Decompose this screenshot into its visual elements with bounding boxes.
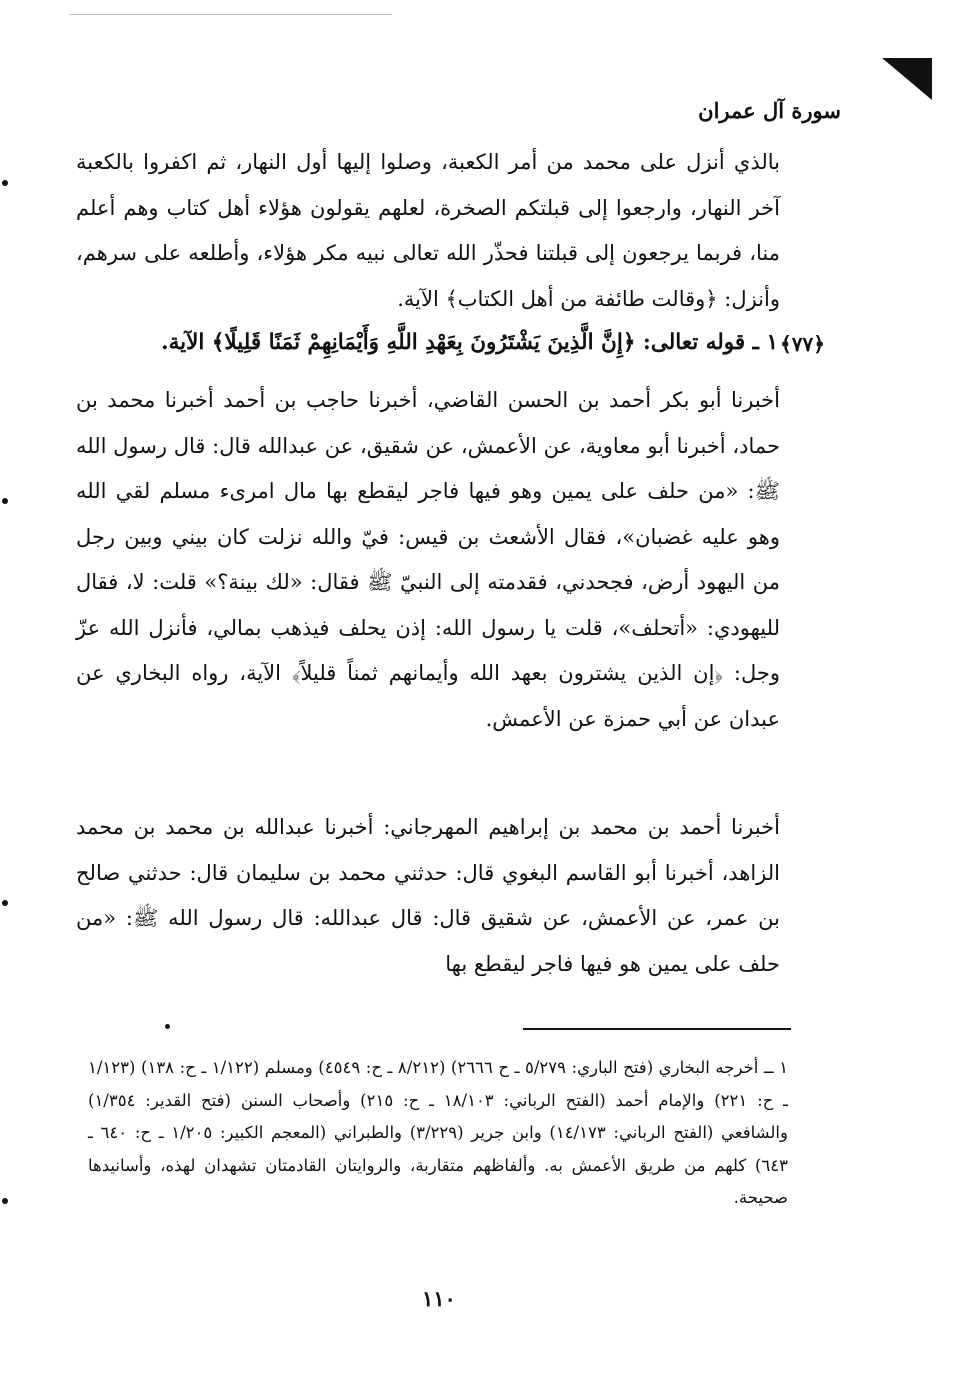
paragraph-2-text: أخبرنا أبو بكر أحمد بن الحسن القاضي، أخبرنا حاجب بن أحمد أخبرنا محمد بن حماد، أخبرنا أبو معاوية، عن الأعمش، عن شقيق، عن عبدالله قال: قال رسول الله ﷺ: «من حلف على يمين وهو فيها فاجر ليقطع بها مال امرىء مسلم لقي الله وهو عليه غضبان»، فقال الأشعث بن قيس: فيّ والله نزلت كان بيني وبين رجل من اليهود أرض، فجحدني، فقدمته إلى النبيّ ﷺ فقال: «لك بينة؟» قلت: لا، فقال لليهودي: «أتحلف»، قلت يا رسول الله: إذن يحلف فيذهب بمالي، فأنزل الله عزّ وجل: ﴿إن الذين يشترون بعهد الله وأيمانهم ثمناً قليلاً﴾ الآية، رواه البخاري عن عبدان عن أبي حمزة عن الأعمش. bbox=[76, 388, 780, 731]
scan-dot bbox=[2, 900, 8, 906]
footnote bbox=[88, 1052, 788, 1215]
scan-dot bbox=[2, 180, 8, 186]
top-scan-line bbox=[70, 14, 392, 15]
scan-dot bbox=[165, 1024, 170, 1029]
running-header-surah-title: سورة آل عمران bbox=[698, 98, 841, 123]
page-number: ١١٠ bbox=[422, 1286, 456, 1311]
paragraph-2 bbox=[76, 378, 780, 742]
footnote-separator bbox=[523, 1028, 791, 1030]
paragraph-1-text: بالذي أنزل على محمد من أمر الكعبة، وصلوا إليها أول النهار، ثم اكفروا بالكعبة آخر النهار، وارجعوا إلى قبلتكم الصخرة، لعلهم يقولون هؤلاء أهل كتاب وهم أعلم منا، فربما يرجعون إلى قبلتنا فحذّر الله تعالى نبيه مكر هؤلاء، وأطلعه على سرهم، وأنزل: ﴿وقالت طائفة من أهل الكتاب﴾ الآية. bbox=[76, 150, 780, 311]
corner-triangle-marker bbox=[882, 58, 932, 100]
paragraph-3-text: أخبرنا أحمد بن محمد بن إبراهيم المهرجاني: أخبرنا عبدالله بن محمد بن محمد الزاهد، أخبرنا أبو القاسم البغوي قال: حدثني محمد بن سليمان قال: حدثني صالح بن عمر، عن الأعمش، عن شقيق قال: قال عبدالله: قال رسول الله ﷺ: «من حلف على يمين هو فيها فاجر ليقطع بها bbox=[76, 815, 780, 976]
scan-dot bbox=[2, 1198, 8, 1204]
verse-number: ﴿٧٧﴾ bbox=[780, 332, 825, 356]
verse-heading: ١ ـ قوله تعالى: ﴿إِنَّ الَّذِينَ يَشْتَرُونَ بِعَهْدِ اللَّهِ وَأَيْمَانِهِمْ ثَمَنًا قَلِيلًا﴾ الآية. bbox=[161, 330, 778, 355]
footnote-text: ١ ــ أخرجه البخاري (فتح الباري: ٥/٢٧٩ ـ ح ٢٦٦٦) (٨/٢١٢ ـ ح: ٤٥٤٩) ومسلم (١/١٢٢ ـ ح: ١٣٨) (١/١٢٣ ـ ح: ٢٢١) والإمام أحمد (الفتح الرباني: ١٨/١٠٣ ـ ح: ٢١٥) وأصحاب السنن (فتح القدير: ١/٣٥٤) والشافعي (الفتح الرباني: ١٤/١٧٣) وابن جرير (٣/٢٢٩) والطبراني (المعجم الكبير: ١/٢٠٥ ـ ح: ٦٤٠ ـ ٦٤٣) كلهم من طريق الأعمش به. وألفاظهم متقاربة، والروايتان القادمتان تشهدان لهذه، وأسانيدها صحيحة. bbox=[88, 1058, 788, 1207]
scan-dot bbox=[2, 498, 8, 504]
paragraph-1 bbox=[76, 140, 780, 322]
paragraph-3 bbox=[76, 805, 780, 987]
